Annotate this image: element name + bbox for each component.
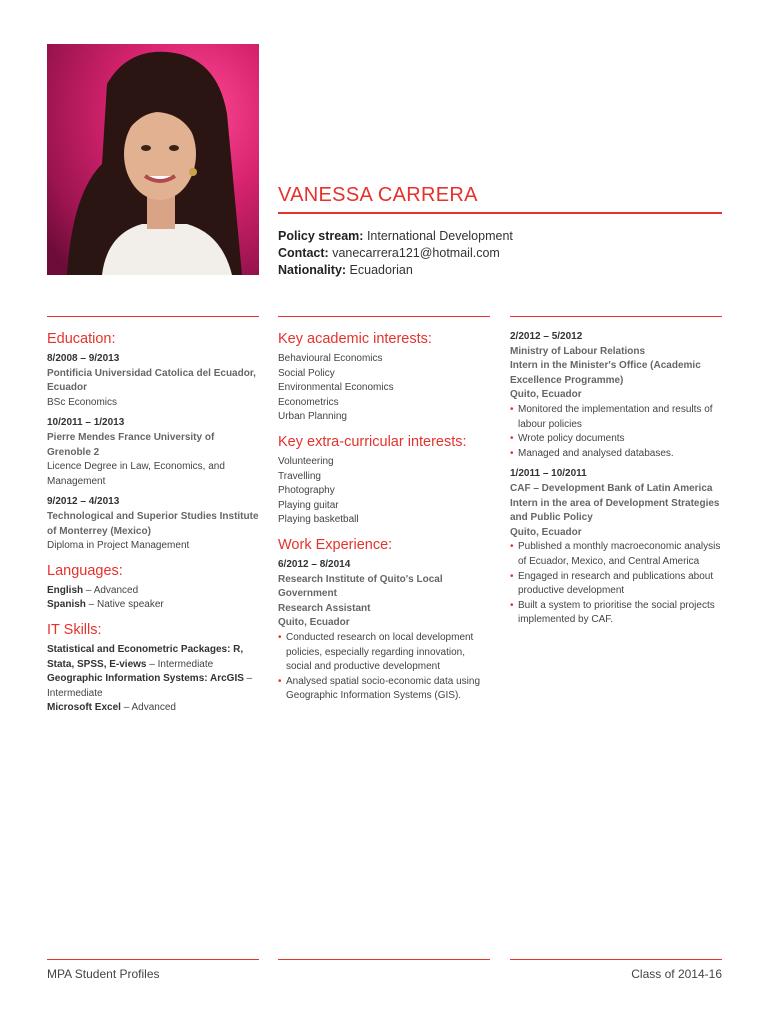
it-skills-heading: IT Skills:: [47, 621, 102, 638]
language-name: English: [47, 584, 84, 596]
bullet-item: • Published a monthly macroeconomic analysis of Ecuador, Mexico, and Central America: [510, 540, 722, 569]
languages-heading: Languages:: [47, 562, 123, 579]
interest-item: Volunteering: [278, 455, 334, 467]
contact-label: Contact:: [278, 246, 329, 260]
interest-item: Playing guitar: [278, 499, 339, 511]
entry-dates: 9/2012 – 4/2013: [47, 496, 120, 508]
extra-interests-heading: Key extra-curricular interests:: [278, 433, 467, 450]
interest-item: Playing basketball: [278, 514, 359, 526]
name-divider: [278, 212, 722, 214]
bullet-item: • Engaged in research and publications about productive development: [510, 570, 722, 599]
entry-dates: 1/2011 – 10/2011: [510, 468, 587, 480]
language-level: – Advanced: [83, 584, 139, 596]
column-divider: [47, 316, 259, 317]
entry-degree: Licence Degree in Law, Economics, and Management: [47, 461, 225, 487]
skill-name: Microsoft Excel: [47, 702, 121, 714]
interest-item: Environmental Economics: [278, 382, 394, 394]
work-entry: [278, 558, 490, 704]
interest-item: Photography: [278, 485, 335, 497]
contact-email[interactable]: vanecarrera121@hotmail.com: [332, 246, 500, 260]
contact-line: [278, 245, 513, 262]
interest-item: Social Policy: [278, 367, 335, 379]
education-entry: [47, 352, 259, 410]
entry-location: Quito, Ecuador: [278, 617, 350, 629]
work-experience-heading: Work Experience:: [278, 536, 393, 553]
entry-degree: Diploma in Project Management: [47, 540, 190, 552]
language-item: [47, 598, 259, 613]
language-item: [47, 584, 259, 599]
language-level: – Native speaker: [85, 599, 164, 611]
entry-organization: Research Institute of Quito's Local Government: [278, 573, 443, 600]
skill-level: – Intermediate: [47, 673, 253, 699]
entry-role: Intern in the area of Development Strategies and Public Policy: [510, 497, 720, 524]
entry-role: Intern in the Minister's Office (Academic Excellence Programme): [510, 360, 701, 386]
portrait-illustration: [47, 44, 259, 275]
nationality-line: [278, 262, 513, 279]
skill-name: Statistical and Econometric Packages: R, Stata, SPSS, E-views: [47, 643, 244, 670]
education-entry: [47, 416, 259, 489]
entry-role: Research Assistant: [278, 602, 371, 614]
skill-name: Geographic Information Systems: ArcGIS: [47, 673, 244, 685]
work-entry: [510, 467, 722, 628]
entry-degree: BSc Economics: [47, 396, 118, 408]
nationality-value: Ecuadorian: [349, 263, 413, 277]
footer-left-text: MPA Student Profiles: [47, 967, 160, 981]
policy-stream-value: International Development: [366, 229, 513, 243]
academic-interests-heading: Key academic interests:: [278, 331, 432, 347]
bullet-item: • Wrote policy documents: [510, 432, 722, 447]
entry-organization: CAF – Development Bank of Latin America: [510, 482, 713, 494]
policy-stream-line: [278, 228, 513, 245]
entry-dates: 6/2012 – 8/2014: [278, 558, 351, 570]
entry-organization: Ministry of Labour Relations: [510, 345, 646, 357]
profile-photo: [47, 44, 259, 275]
entry-bullets: [510, 540, 722, 628]
education-heading: Education:: [47, 331, 116, 347]
entry-bullets: [278, 631, 490, 704]
footer-divider: [47, 959, 259, 960]
policy-stream-label: Policy stream:: [278, 229, 364, 243]
footer-right-text: Class of 2014-16: [631, 967, 722, 981]
entry-institution: Pontificia Universidad Catolica del Ecuador, Ecuador: [47, 367, 256, 394]
skill-item: [47, 643, 259, 672]
middle-column: [278, 330, 490, 710]
footer-divider: [278, 959, 490, 960]
skill-item: [47, 672, 259, 701]
entry-dates: 8/2008 – 9/2013: [47, 353, 120, 364]
column-divider: [278, 316, 490, 317]
profile-name: VANESSA CARRERA: [278, 184, 478, 206]
bullet-item: • Managed and analysed databases.: [510, 447, 722, 462]
left-column: [47, 330, 259, 716]
profile-info: [278, 228, 513, 279]
skill-item: [47, 701, 259, 716]
entry-bullets: [510, 403, 722, 461]
entry-location: Quito, Ecuador: [510, 526, 582, 538]
skill-level: – Advanced: [120, 702, 176, 714]
entry-location: Quito, Ecuador: [510, 389, 582, 401]
education-entry: [47, 495, 259, 553]
skill-level: – Intermediate: [146, 658, 214, 670]
right-column: [510, 330, 722, 634]
footer-divider: [510, 959, 722, 960]
bullet-item: • Conducted research on local development policies, especially regarding innovation, social and productive development: [278, 631, 490, 675]
interest-item: Econometrics: [278, 396, 339, 408]
language-name: Spanish: [47, 599, 86, 611]
interest-item: Travelling: [278, 470, 321, 482]
interest-item: Behavioural Economics: [278, 353, 383, 364]
entry-dates: 2/2012 – 5/2012: [510, 331, 583, 342]
entry-institution: Technological and Superior Studies Institute of Monterrey (Mexico): [47, 510, 259, 537]
bullet-item: • Analysed spatial socio-economic data using Geographic Information Systems (GIS).: [278, 675, 490, 704]
nationality-label: Nationality:: [278, 263, 347, 277]
interest-item: Urban Planning: [278, 411, 347, 423]
entry-dates: 10/2011 – 1/2013: [47, 417, 125, 429]
work-entry: [510, 330, 722, 461]
column-divider: [510, 316, 722, 317]
entry-institution: Pierre Mendes France University of Grenoble 2: [47, 431, 215, 458]
bullet-item: • Monitored the implementation and results of labour policies: [510, 403, 722, 432]
bullet-item: • Built a system to prioritise the social projects implemented by CAF.: [510, 599, 722, 628]
